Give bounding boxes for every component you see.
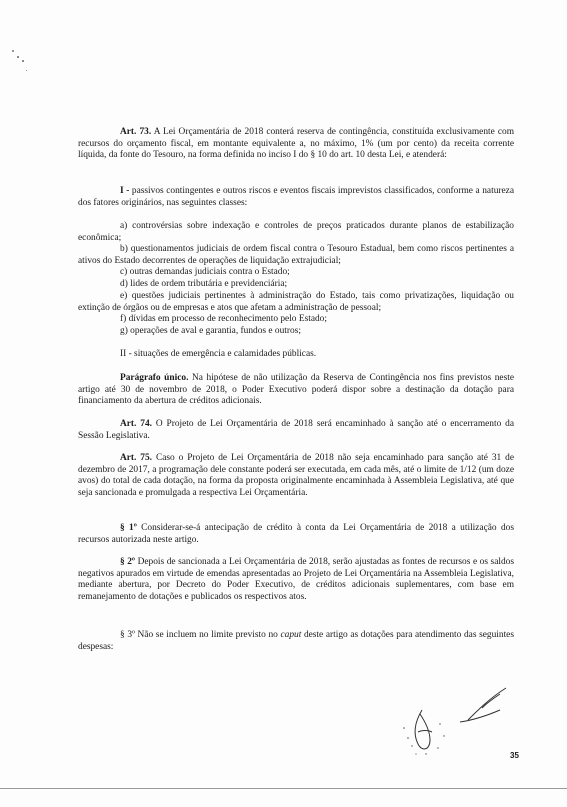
- paragrafo-unico: [78, 373, 514, 408]
- item-d: d) lides de ordem tributária e previdenciária;: [120, 279, 288, 289]
- handwritten-signature: [382, 680, 522, 760]
- paragraph-2-text: Depois de sancionada a Lei Orçamentária de 2018, serão ajustadas as fontes de recursos e os saldos negativos apurados em virtude de emendas apresentadas ao Projeto de Lei Orçamentária na Assembleia Legislativa, mediante abertura, por Decreto do Poder Executivo, de créditos adicionais suplementares, com base em remanejamento de dotações e publicados os respectivos atos.: [78, 557, 514, 602]
- art73-body: A Lei Orçamentária de 2018 conterá reserva de contingência, constituída exclusivamente com recursos do orçamento fiscal, em montante equivalente a, no máximo, 1% (um por cento) da receita corrente líquida, da fonte do Tesouro, na forma definida no inciso I do § 10 do art. 10 desta Lei, e atenderá:: [78, 127, 514, 161]
- item-c: c) outras demandas judiciais contra o Estado;: [120, 267, 290, 277]
- inciso-i-label: I -: [120, 186, 130, 196]
- paragraph-3-text-b: deste artigo as dotações para atendimento das seguintes despesas:: [78, 630, 514, 652]
- inciso-ii: II - situações de emergência e calamidades públicas.: [120, 349, 317, 359]
- art75-paragraph-1: [78, 523, 514, 546]
- item-a: a) controvérsias sobre indexação e controles de preços praticados durante planos de estabilização econômica;: [78, 221, 514, 243]
- item-f: f) dívidas em processo de reconhecimento pelo Estado;: [120, 314, 327, 324]
- art73-inciso-i: [78, 186, 514, 209]
- item-b: b) questionamentos judiciais de ordem fiscal contra o Tesouro Estadual, bem como riscos pertinentes a ativos do Estado decorrentes de operações de liquidação extrajudicial;: [78, 244, 514, 266]
- art75-body: Caso o Projeto de Lei Orçamentária de 2018 não seja encaminhado para sanção até 31 de dezembro de 2017, a programação dele constante poderá ser executada, em cada mês, até o limite de 1/12 (um doze avos) do total de cada dotação, na forma da proposta originalmente encaminhada à Assembleia Legislativa, até que seja sancionada e promulgada a respectiva Lei Orçamentária.: [78, 453, 514, 498]
- signature-stroke: [460, 688, 506, 722]
- paragraph-1-text: Considerar-se-á antecipação de crédito à conta da Lei Orçamentária de 2018 a utilização dos recursos autorizada neste artigo.: [78, 523, 514, 545]
- art74-heading: Art. 74.: [120, 419, 152, 429]
- art74: [78, 419, 514, 442]
- caput-term: caput: [280, 630, 302, 640]
- paragrafo-unico-label: Parágrafo único.: [120, 373, 189, 383]
- footer-divider: [0, 788, 567, 789]
- paragraph-3-label: § 3º: [120, 630, 135, 640]
- item-g: g) operações de aval e garantia, fundos e outros;: [120, 326, 301, 336]
- paragrafo-unico-text: Na hipótese de não utilização da Reserva de Contingência nos fins previstos neste artigo até 30 de novembro de 2018, o Poder Executivo poderá dispor sobre a destinação da dotação para financiamento da abertura de créditos adicionais.: [78, 373, 514, 407]
- scan-speck: [22, 60, 24, 62]
- scan-speck: [26, 70, 27, 71]
- art73-caput: [78, 127, 514, 162]
- art75-paragraph-2: [78, 557, 514, 603]
- art75-heading: Art. 75.: [120, 453, 153, 463]
- art74-body: O Projeto de Lei Orçamentária de 2018 será encaminhado à sanção até o encerramento da Sessão Legislativa.: [78, 419, 514, 441]
- paragraph-1-label: § 1º: [120, 523, 137, 533]
- art73-heading: Art. 73.: [120, 127, 152, 137]
- paragraph-2-label: § 2º: [120, 557, 136, 567]
- art75-paragraph-3: [78, 630, 514, 653]
- scan-speck: [17, 56, 19, 58]
- initials-stroke: [415, 710, 432, 749]
- art75-caput: [78, 453, 514, 499]
- inciso-i-text: passivos contingentes e outros riscos e eventos fiscais imprevistos classificados, conforme a natureza dos fatores originários, nas seguintes classes:: [78, 186, 514, 208]
- item-e: e) questões judiciais pertinentes à administração do Estado, tais como privatizações, liquidação ou extinção de órgãos ou de empresas e atos que afetam a administração de pessoal;: [78, 291, 514, 313]
- page-number: 35: [510, 751, 519, 760]
- paragraph-3-text-a: Não se incluem no limite previsto no: [134, 630, 281, 640]
- scan-speck: [12, 50, 14, 52]
